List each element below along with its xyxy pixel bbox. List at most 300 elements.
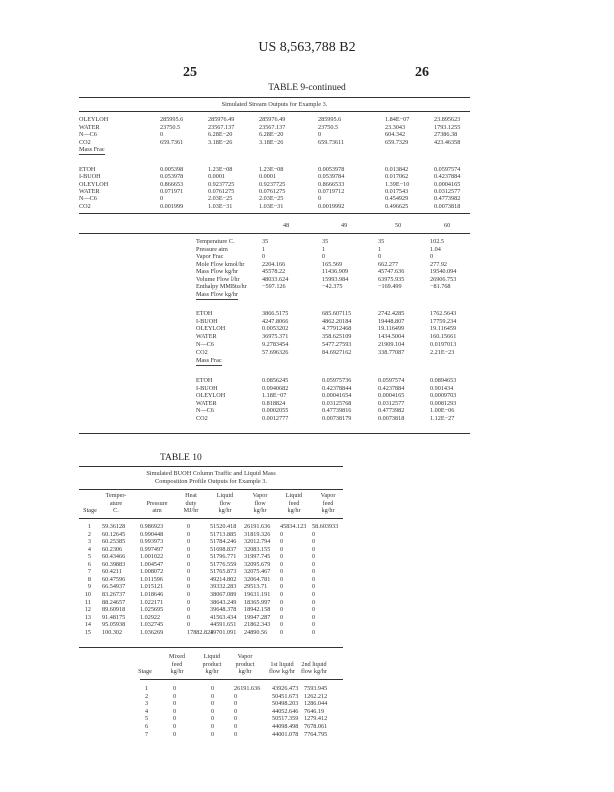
table-cell: 0.0856245 bbox=[262, 377, 289, 384]
table-cell: 0 bbox=[187, 523, 191, 530]
table9-subtitle-rule bbox=[79, 111, 470, 112]
table-cell: 1.03E−31 bbox=[208, 202, 233, 210]
table-cell: 0 bbox=[280, 553, 284, 561]
row-label: Vapor Frac bbox=[196, 253, 224, 260]
table-cell: 50451.673 bbox=[272, 692, 299, 700]
table-cell: 0 bbox=[312, 628, 316, 636]
table-cell: 23750.5 bbox=[160, 123, 181, 131]
stage-number: 5 bbox=[87, 553, 91, 561]
table-cell: −81.768 bbox=[430, 283, 451, 290]
table-cell: 0.4773982 bbox=[378, 407, 405, 415]
table-cell: 0.0001 bbox=[259, 173, 277, 181]
table-cell: 1.39E−10 bbox=[385, 180, 410, 188]
table-cell: 0 bbox=[187, 530, 191, 538]
row-label: ETOH bbox=[79, 166, 96, 173]
column-header: MJ/hr bbox=[183, 507, 199, 515]
table-cell: 2204.166 bbox=[262, 260, 286, 268]
table-cell: 0 bbox=[280, 538, 284, 546]
table-cell: 39648.378 bbox=[210, 606, 237, 614]
table-cell: 662.277 bbox=[378, 260, 399, 268]
table-cell: 38067.089 bbox=[210, 590, 237, 598]
table-cell: 0.997497 bbox=[140, 545, 164, 553]
column-header: feed bbox=[288, 499, 300, 507]
table-cell: 165.569 bbox=[322, 260, 343, 268]
column-header: Heat bbox=[185, 492, 197, 499]
stage-number: 6 bbox=[145, 723, 149, 730]
table-cell: 285976.49 bbox=[259, 116, 286, 123]
column-header: Vapor bbox=[252, 492, 268, 499]
table-cell: 0 bbox=[173, 730, 177, 738]
table-cell: 45578.22 bbox=[262, 268, 286, 275]
table-cell: 18942.158 bbox=[244, 606, 271, 614]
table-cell: 7593.945 bbox=[304, 685, 328, 692]
table9-title: TABLE 9-continued bbox=[268, 83, 346, 93]
table-cell: 1793.1255 bbox=[434, 123, 461, 131]
table-cell: 0 bbox=[312, 613, 316, 621]
stage-number: 3 bbox=[87, 538, 91, 546]
column-header: 48 bbox=[283, 222, 290, 229]
table-cell: 19701.091 bbox=[210, 628, 237, 636]
row-label: I-BUOH bbox=[79, 173, 101, 181]
table-cell: 0.0004165 bbox=[378, 392, 405, 400]
stage-number: 4 bbox=[145, 707, 149, 715]
table-cell: 0.053978 bbox=[160, 173, 184, 181]
table-cell: 51520.418 bbox=[210, 523, 237, 530]
table-cell: 0.017062 bbox=[385, 173, 409, 181]
table-cell: 0 bbox=[312, 590, 316, 598]
stage-number: 8 bbox=[87, 575, 91, 583]
table-cell: 4.77912468 bbox=[322, 325, 352, 333]
table-cell: 0.496625 bbox=[385, 202, 409, 210]
table-cell: 44052.646 bbox=[272, 707, 299, 715]
table-cell: 21862.343 bbox=[244, 621, 271, 629]
column-header: Vapor bbox=[237, 653, 253, 660]
table-cell: 4247.8066 bbox=[262, 317, 289, 325]
row-label: CO2 bbox=[196, 415, 208, 422]
table-cell: 0.986923 bbox=[140, 523, 164, 530]
table-cell: 1.23E−08 bbox=[259, 166, 284, 173]
table-cell: 0 bbox=[234, 723, 238, 730]
table-cell: 4862.20184 bbox=[322, 317, 352, 325]
table-cell: 2.03E−25 bbox=[208, 195, 233, 203]
table-cell: 31997.745 bbox=[244, 553, 271, 561]
table-cell: 0.990448 bbox=[140, 530, 164, 538]
table-cell: 2.21E−23 bbox=[430, 348, 455, 356]
table-cell: 0.071971 bbox=[160, 187, 184, 195]
table-cell: 0 bbox=[211, 730, 215, 738]
table-cell: 3866.5175 bbox=[262, 310, 289, 317]
table-cell: 0.0004165 bbox=[434, 180, 461, 188]
column-header: flow kg/hr bbox=[301, 668, 327, 676]
table-cell: 0.0012777 bbox=[262, 415, 289, 422]
table-cell: 0 bbox=[280, 598, 284, 606]
table-cell: 31819.326 bbox=[244, 530, 271, 538]
table-cell: 7764.795 bbox=[304, 730, 328, 738]
table-cell: 0 bbox=[234, 707, 238, 715]
table-cell: 1.018646 bbox=[140, 590, 164, 598]
table-cell: 83.26737 bbox=[102, 590, 126, 598]
table-cell: 0.0719712 bbox=[318, 187, 345, 195]
table-cell: 51765.873 bbox=[210, 568, 237, 576]
column-header: kg/hr bbox=[238, 668, 252, 676]
column-header: Vapor bbox=[320, 492, 336, 499]
row-label: N—C6 bbox=[196, 407, 214, 415]
column-header: Pressure bbox=[146, 499, 168, 507]
table-cell: 35 bbox=[378, 238, 385, 245]
table-cell: 0.901434 bbox=[430, 384, 454, 392]
table-cell: −42.375 bbox=[322, 283, 343, 290]
table-cell: 35 bbox=[262, 238, 269, 245]
table-cell: 0.0312577 bbox=[378, 399, 405, 407]
table-cell: 1762.5643 bbox=[430, 310, 457, 317]
row-label: WATER bbox=[79, 123, 100, 131]
table-cell: 1.00E−06 bbox=[430, 407, 455, 415]
table10-subtitle-1: Simulated BUOH Column Traffic and Liquid Mass bbox=[146, 470, 276, 477]
table-cell: 11436.909 bbox=[322, 268, 349, 275]
table-cell: 0.0002055 bbox=[262, 407, 289, 415]
table10-subtitle-2: Composition Profile Outputs for Example 3. bbox=[155, 478, 267, 485]
table-cell: 0.0597574 bbox=[434, 166, 461, 173]
table-cell: 32075.467 bbox=[244, 568, 271, 576]
table-cell: 160.15661 bbox=[430, 333, 457, 341]
table-cell: 9.2783454 bbox=[262, 340, 289, 348]
table-cell: 0.005398 bbox=[160, 166, 184, 173]
row-label: Enthalpy MMBtu/hr bbox=[196, 283, 247, 290]
table-cell: 1.02922 bbox=[140, 613, 161, 621]
table-cell: 7646.19 bbox=[304, 707, 325, 715]
table-cell: 0.9237725 bbox=[259, 180, 286, 188]
column-number-left: 25 bbox=[183, 65, 197, 80]
table-cell: 1.001022 bbox=[140, 553, 164, 561]
table-cell: 50498.203 bbox=[272, 700, 299, 708]
row-label: WATER bbox=[79, 187, 100, 195]
table10-mid-rule bbox=[79, 647, 343, 648]
table-cell: 45747.636 bbox=[378, 268, 405, 275]
table-cell: 23567.137 bbox=[259, 123, 286, 131]
table-cell: 0 bbox=[312, 606, 316, 614]
table-cell: 1262.212 bbox=[304, 692, 328, 700]
stage-number: 13 bbox=[84, 613, 91, 621]
section-label-mass-frac: Mass Frac bbox=[79, 146, 105, 153]
table-cell: 29513.71 bbox=[244, 583, 268, 591]
table-cell: 19.116459 bbox=[430, 325, 457, 333]
row-label: N—C6 bbox=[79, 131, 97, 138]
table-cell: 0 bbox=[312, 545, 316, 553]
table-cell: 0 bbox=[234, 692, 238, 700]
stage-number: 14 bbox=[84, 621, 91, 629]
table-cell: 41563.434 bbox=[210, 613, 237, 621]
table-cell: 0 bbox=[187, 583, 191, 591]
table-cell: 285995.6 bbox=[160, 116, 184, 123]
table-cell: 0.4773982 bbox=[434, 195, 461, 203]
table-cell: 1.008072 bbox=[140, 568, 164, 576]
row-label: N—C6 bbox=[79, 195, 97, 203]
row-label: ETOH bbox=[196, 377, 213, 384]
table-cell: 51776.559 bbox=[210, 560, 237, 568]
column-header: 2nd liquid bbox=[301, 660, 327, 668]
stage-number: 11 bbox=[85, 598, 91, 606]
table-cell: 100.302 bbox=[102, 628, 123, 636]
table-cell: 0 bbox=[187, 545, 191, 553]
table-cell: 0 bbox=[280, 560, 284, 568]
table-cell: 23750.5 bbox=[318, 123, 339, 131]
table-cell: 49214.802 bbox=[210, 575, 237, 583]
table-cell: 0.0073818 bbox=[378, 415, 405, 422]
table-cell: 26906.753 bbox=[430, 275, 457, 283]
table-cell: 19631.191 bbox=[244, 590, 271, 598]
table-cell: 59.36128 bbox=[102, 523, 126, 530]
column-header: flow bbox=[219, 499, 231, 507]
table10-title: TABLE 10 bbox=[160, 453, 202, 463]
table-cell: 95.05938 bbox=[102, 621, 126, 629]
table-cell: 60.25385 bbox=[102, 538, 126, 546]
table-cell: 51698.837 bbox=[210, 545, 237, 553]
table-cell: 0 bbox=[430, 253, 434, 260]
column-header: atm bbox=[152, 507, 162, 515]
table-cell: 88.24657 bbox=[102, 598, 126, 606]
table-cell: 51784.246 bbox=[210, 538, 237, 546]
table9-top-rule bbox=[79, 97, 470, 98]
table-cell: 17759.234 bbox=[430, 317, 457, 325]
row-label: N—C6 bbox=[196, 340, 214, 348]
stage-number: 2 bbox=[145, 692, 149, 700]
table-cell: 91.48175 bbox=[102, 613, 126, 621]
column-header: flow bbox=[254, 499, 266, 507]
table-cell: 48033.624 bbox=[262, 275, 289, 283]
table-cell: 17882.824 bbox=[187, 628, 214, 636]
row-label: Temperature C. bbox=[196, 238, 235, 245]
table-cell: 51713.885 bbox=[210, 530, 237, 538]
stage-number: 4 bbox=[87, 545, 91, 553]
table-cell: 0.0597574 bbox=[378, 377, 405, 384]
table-cell: 0.0001 bbox=[208, 173, 226, 181]
table-cell: 685.607115 bbox=[322, 310, 352, 317]
stage-number: 5 bbox=[145, 715, 149, 723]
table-cell: 60.47596 bbox=[102, 575, 126, 583]
table-cell: 89.60918 bbox=[102, 606, 126, 614]
row-label: Volume Flow l/hr bbox=[196, 275, 240, 283]
table-cell: 24890.56 bbox=[244, 628, 268, 636]
table-cell: 0 bbox=[160, 195, 164, 203]
table-cell: 659.7361 bbox=[160, 138, 184, 146]
stage-number: 9 bbox=[87, 583, 91, 591]
row-label: OLEYLOH bbox=[196, 325, 226, 333]
table-cell: 0 bbox=[322, 253, 326, 260]
table-cell: 1286.044 bbox=[304, 700, 328, 708]
table-cell: 0 bbox=[234, 715, 238, 723]
table-cell: 1.84E−07 bbox=[385, 116, 410, 123]
column-header: flow kg/hr bbox=[269, 668, 295, 676]
table-cell: 21909.104 bbox=[378, 340, 405, 348]
table-cell: 0.0539784 bbox=[318, 173, 345, 181]
row-label: I-BUOH bbox=[196, 384, 218, 392]
table-cell: 23.3043 bbox=[385, 123, 406, 131]
table-cell: 0.05975736 bbox=[322, 377, 352, 384]
table-cell: 0 bbox=[173, 715, 177, 723]
row-label: Mole Flow kmol/hr bbox=[196, 260, 245, 268]
table-cell: 60.4211 bbox=[102, 568, 122, 576]
table-cell: 50517.359 bbox=[272, 715, 299, 723]
table-cell: 0 bbox=[234, 700, 238, 708]
table-cell: 1.18E−07 bbox=[262, 392, 287, 400]
table-cell: 0.818824 bbox=[262, 399, 286, 407]
row-label: ETOH bbox=[196, 310, 213, 317]
table-cell: 338.77087 bbox=[378, 348, 405, 356]
stage-number: 3 bbox=[145, 700, 149, 708]
column-header: feed bbox=[322, 499, 334, 507]
table-cell: 0 bbox=[280, 613, 284, 621]
table-cell: 0 bbox=[280, 575, 284, 583]
table-cell: 19.116499 bbox=[378, 325, 405, 333]
table-cell: 3.18E−26 bbox=[259, 138, 284, 146]
stage-number: 15 bbox=[84, 628, 91, 636]
column-header: kg/hr bbox=[205, 668, 219, 676]
table-cell: 26191.636 bbox=[244, 523, 271, 530]
table-cell: 0.0197013 bbox=[430, 340, 457, 348]
table-cell: 0.0081293 bbox=[430, 399, 457, 407]
table-cell: 0 bbox=[211, 715, 215, 723]
table-cell: 0.993973 bbox=[140, 538, 164, 546]
table-cell: 0.0940682 bbox=[262, 384, 289, 392]
table-cell: 2742.4285 bbox=[378, 310, 405, 317]
column-header: Liquid bbox=[203, 653, 221, 660]
table-cell: 0 bbox=[312, 598, 316, 606]
table9-subtitle: Simulated Stream Outputs for Example 3. bbox=[221, 101, 328, 108]
table-cell: 0.0761275 bbox=[208, 187, 235, 195]
table-cell: 6.28E−20 bbox=[259, 131, 284, 138]
column-header: kg/hr bbox=[321, 507, 335, 515]
table-cell: 102.5 bbox=[430, 238, 444, 245]
table-cell: 0 bbox=[160, 131, 164, 138]
table-cell: 0.9237725 bbox=[208, 180, 235, 188]
stage-number: 12 bbox=[84, 606, 91, 614]
table-cell: 32012.794 bbox=[244, 538, 271, 546]
table-cell: 0.454929 bbox=[385, 195, 409, 203]
table-cell: 19947.287 bbox=[244, 613, 271, 621]
table-cell: 423.46358 bbox=[434, 138, 461, 146]
table-cell: 60.12645 bbox=[102, 530, 126, 538]
table-cell: 0 bbox=[262, 253, 266, 260]
table-cell: 32064.781 bbox=[244, 575, 271, 583]
table-cell: 0.001999 bbox=[160, 202, 184, 210]
table-cell: 0 bbox=[187, 606, 191, 614]
table-cell: 285976.49 bbox=[208, 116, 235, 123]
table-cell: 0.0009703 bbox=[430, 392, 457, 400]
table10-header2-rule bbox=[140, 679, 343, 680]
table-cell: 0 bbox=[173, 707, 177, 715]
table-cell: 1.036269 bbox=[140, 628, 164, 636]
column-header: 50 bbox=[395, 222, 402, 229]
column-header: Stage bbox=[138, 668, 152, 676]
table-cell: 0 bbox=[187, 598, 191, 606]
table9-bottom-rule bbox=[79, 433, 470, 434]
table-cell: 60.39883 bbox=[102, 560, 126, 568]
table-cell: 45834.123 bbox=[280, 523, 307, 530]
table-cell: 1.12E−27 bbox=[430, 415, 455, 422]
table-cell: 44098.498 bbox=[272, 723, 299, 730]
column-header: kg/hr bbox=[218, 507, 232, 515]
row-label: CO2 bbox=[79, 138, 91, 146]
table-cell: 23.895623 bbox=[434, 116, 461, 123]
column-header: ature bbox=[109, 499, 123, 507]
table9-mid-rule bbox=[79, 213, 470, 214]
stage-number: 7 bbox=[87, 568, 91, 576]
row-label: CO2 bbox=[79, 202, 91, 210]
column-number-right: 26 bbox=[415, 65, 429, 80]
table-cell: 0 bbox=[318, 195, 322, 203]
table-cell: 44591.651 bbox=[210, 621, 237, 629]
table-cell: 60.43466 bbox=[102, 553, 126, 561]
column-header: product bbox=[235, 660, 255, 668]
table-cell: 0 bbox=[280, 568, 284, 576]
table-cell: 23567.137 bbox=[208, 123, 235, 131]
table-cell: 0.4237884 bbox=[378, 384, 405, 392]
row-label: OLEYLOH bbox=[79, 116, 109, 123]
table-cell: 1.022171 bbox=[140, 598, 164, 606]
table-cell: 0 bbox=[312, 553, 316, 561]
section-label-mass-flow: Mass Flow kg/hr bbox=[196, 291, 238, 298]
table-cell: 0.017543 bbox=[385, 187, 409, 195]
column-header: 60 bbox=[444, 222, 451, 229]
table-cell: 0 bbox=[280, 621, 284, 629]
table-cell: 0.47739816 bbox=[322, 407, 352, 415]
table10-header-rule bbox=[79, 518, 343, 519]
table-cell: 7678.061 bbox=[304, 723, 328, 730]
table-cell: 0 bbox=[312, 575, 316, 583]
table-cell: 0 bbox=[187, 538, 191, 546]
table-cell: 0 bbox=[187, 590, 191, 598]
table-cell: 0 bbox=[312, 583, 316, 591]
table-cell: 1.032745 bbox=[140, 621, 164, 629]
table-cell: 0 bbox=[312, 568, 316, 576]
table-cell: 2.03E−25 bbox=[259, 195, 284, 203]
table-cell: 604.342 bbox=[385, 131, 406, 138]
table-cell: 0.42378844 bbox=[322, 384, 352, 392]
table-cell: 1 bbox=[322, 245, 326, 253]
table-cell: 19448.807 bbox=[378, 317, 405, 325]
table-cell: 1.025695 bbox=[140, 606, 164, 614]
table-cell: 0 bbox=[280, 606, 284, 614]
stage-number: 1 bbox=[87, 523, 91, 530]
table-cell: 18365.997 bbox=[244, 598, 271, 606]
table-cell: 1279.412 bbox=[304, 715, 328, 723]
table-cell: 0.8666533 bbox=[318, 180, 345, 188]
stage-number: 2 bbox=[87, 530, 91, 538]
patent-number: US 8,563,788 B2 bbox=[258, 40, 356, 55]
table-cell: 0 bbox=[211, 685, 215, 692]
row-label: WATER bbox=[196, 333, 217, 341]
table-cell: 32095.679 bbox=[244, 560, 271, 568]
column-header: product bbox=[202, 660, 222, 668]
table-cell: 0 bbox=[234, 730, 238, 738]
table-cell: 0.00041654 bbox=[322, 392, 352, 400]
table-cell: 66.54937 bbox=[102, 583, 126, 591]
table-cell: 1.015121 bbox=[140, 583, 164, 591]
table-cell: 0 bbox=[378, 253, 382, 260]
table10-top-rule bbox=[79, 466, 343, 467]
stage-number: 6 bbox=[87, 560, 91, 568]
table-cell: 0 bbox=[280, 628, 284, 636]
table-cell: 0 bbox=[187, 560, 191, 568]
column-header: Stage bbox=[83, 507, 97, 515]
row-label: WATER bbox=[196, 399, 217, 407]
table-cell: 0 bbox=[187, 613, 191, 621]
column-header: C. bbox=[113, 507, 119, 515]
row-label: OLEYLOH bbox=[79, 180, 109, 188]
table-cell: 1.004547 bbox=[140, 560, 164, 568]
stage-number: 7 bbox=[145, 730, 149, 738]
table-cell: 0 bbox=[187, 568, 191, 576]
